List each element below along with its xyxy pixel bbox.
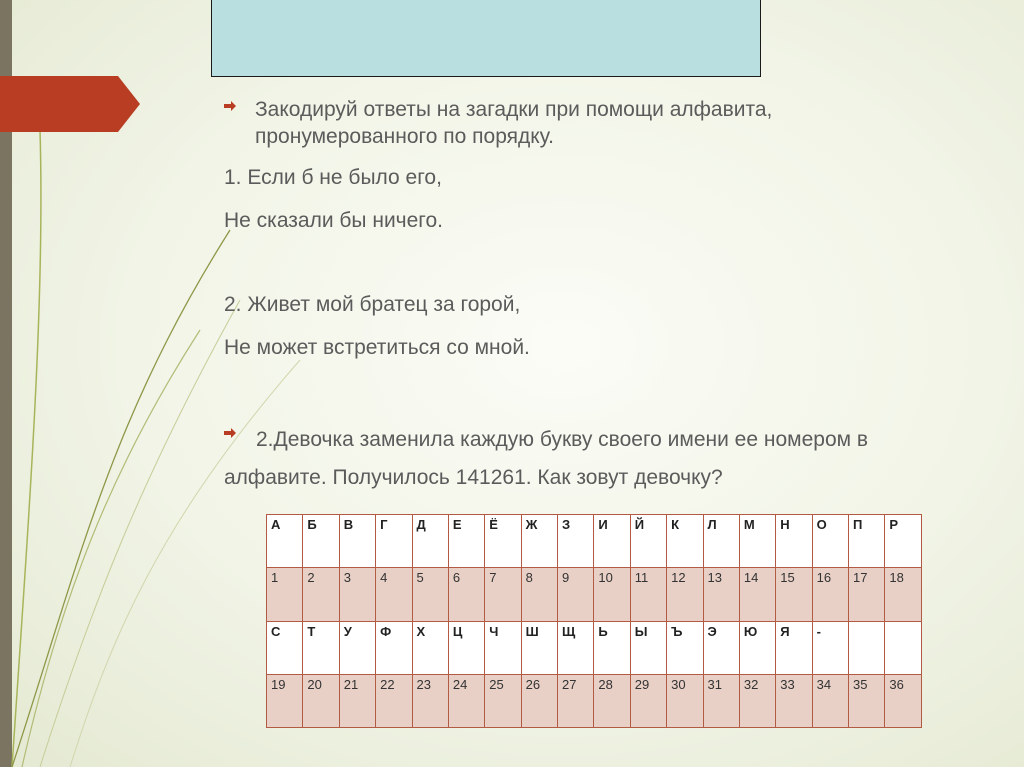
table-cell: 27 bbox=[558, 674, 594, 727]
table-cell: 26 bbox=[521, 674, 557, 727]
table-cell: Я bbox=[776, 621, 812, 674]
table-cell: 11 bbox=[630, 568, 666, 621]
table-cell: 20 bbox=[303, 674, 339, 727]
table-cell: 24 bbox=[448, 674, 484, 727]
riddle-1-line-2: Не сказали бы ничего. bbox=[224, 209, 444, 232]
table-cell: К bbox=[667, 515, 703, 568]
table-cell: 12 bbox=[667, 568, 703, 621]
table-cell: 23 bbox=[412, 674, 448, 727]
table-cell: 8 bbox=[521, 568, 557, 621]
table-cell: Ш bbox=[521, 621, 557, 674]
table-row-letters-2 bbox=[267, 621, 922, 674]
table-cell: Т bbox=[303, 621, 339, 674]
table-cell: 6 bbox=[448, 568, 484, 621]
table-cell: 1 bbox=[267, 568, 303, 621]
table-cell: 22 bbox=[376, 674, 412, 727]
bullet-1-text: Закодируй ответы на загадки при помощи алфавита, пронумерованного по порядку. bbox=[255, 98, 773, 148]
table-cell: 31 bbox=[703, 674, 739, 727]
table-cell: Г bbox=[376, 515, 412, 568]
table-cell: 15 bbox=[776, 568, 812, 621]
table-cell: 16 bbox=[812, 568, 848, 621]
table-cell: Ч bbox=[485, 621, 521, 674]
table-cell: 36 bbox=[885, 674, 922, 727]
table-cell: В bbox=[339, 515, 375, 568]
table-cell: Щ bbox=[558, 621, 594, 674]
table-cell: П bbox=[849, 515, 885, 568]
table-cell: 30 bbox=[667, 674, 703, 727]
table-cell: - bbox=[812, 621, 848, 674]
table-cell: 7 bbox=[485, 568, 521, 621]
table-cell: 14 bbox=[739, 568, 775, 621]
table-cell: 18 bbox=[885, 568, 922, 621]
table-cell: Ь bbox=[594, 621, 630, 674]
table-cell: Д bbox=[412, 515, 448, 568]
table-cell: Й bbox=[630, 515, 666, 568]
table-cell: Ъ bbox=[667, 621, 703, 674]
table-cell: 3 bbox=[339, 568, 375, 621]
table-cell: Н bbox=[776, 515, 812, 568]
table-cell: Э bbox=[703, 621, 739, 674]
table-cell: У bbox=[339, 621, 375, 674]
table-cell: 9 bbox=[558, 568, 594, 621]
table-cell: Б bbox=[303, 515, 339, 568]
table-cell bbox=[849, 621, 885, 674]
riddle-2-line-1: 2. Живет мой братец за горой, bbox=[224, 293, 521, 316]
riddle-1-line-1: 1. Если б не было его, bbox=[224, 166, 442, 189]
table-cell: Ж bbox=[521, 515, 557, 568]
table-cell: 32 bbox=[739, 674, 775, 727]
table-cell bbox=[885, 621, 922, 674]
table-cell: Ю bbox=[739, 621, 775, 674]
table-cell: Х bbox=[412, 621, 448, 674]
table-cell: 21 bbox=[339, 674, 375, 727]
table-cell: 4 bbox=[376, 568, 412, 621]
table-cell: О bbox=[812, 515, 848, 568]
table-row-letters-1 bbox=[267, 515, 922, 568]
table-cell: 33 bbox=[776, 674, 812, 727]
table-cell: 29 bbox=[630, 674, 666, 727]
arrow-bullet-icon bbox=[224, 101, 236, 111]
table-cell: 17 bbox=[849, 568, 885, 621]
table-cell: 2 bbox=[303, 568, 339, 621]
table-cell: Л bbox=[703, 515, 739, 568]
table-cell: М bbox=[739, 515, 775, 568]
table-cell: 25 bbox=[485, 674, 521, 727]
table-cell: 13 bbox=[703, 568, 739, 621]
table-cell: А bbox=[267, 515, 303, 568]
table-cell: Ё bbox=[485, 515, 521, 568]
table-cell: 35 bbox=[849, 674, 885, 727]
red-arrow-tab bbox=[0, 76, 140, 132]
table-cell: Ы bbox=[630, 621, 666, 674]
table-cell: 5 bbox=[412, 568, 448, 621]
table-cell: Ф bbox=[376, 621, 412, 674]
alphabet-table bbox=[266, 514, 922, 728]
table-cell: 28 bbox=[594, 674, 630, 727]
table-cell: Р bbox=[885, 515, 922, 568]
table-cell: С bbox=[267, 621, 303, 674]
table-cell: Е bbox=[448, 515, 484, 568]
table-cell: 10 bbox=[594, 568, 630, 621]
table-row-numbers-2 bbox=[267, 674, 922, 727]
table-cell: 34 bbox=[812, 674, 848, 727]
table-row-numbers-1 bbox=[267, 568, 922, 621]
table-cell: 19 bbox=[267, 674, 303, 727]
table-cell: Ц bbox=[448, 621, 484, 674]
riddle-2-line-2: Не может встретиться со мной. bbox=[224, 336, 530, 359]
table-cell: И bbox=[594, 515, 630, 568]
table-cell: З bbox=[558, 515, 594, 568]
title-placeholder-box bbox=[211, 0, 761, 77]
bullet-2-text: 2.Девочка заменила каждую букву своего имени ее номером в алфавите. Получилось 141261. Как зовут девочку? bbox=[224, 428, 869, 489]
